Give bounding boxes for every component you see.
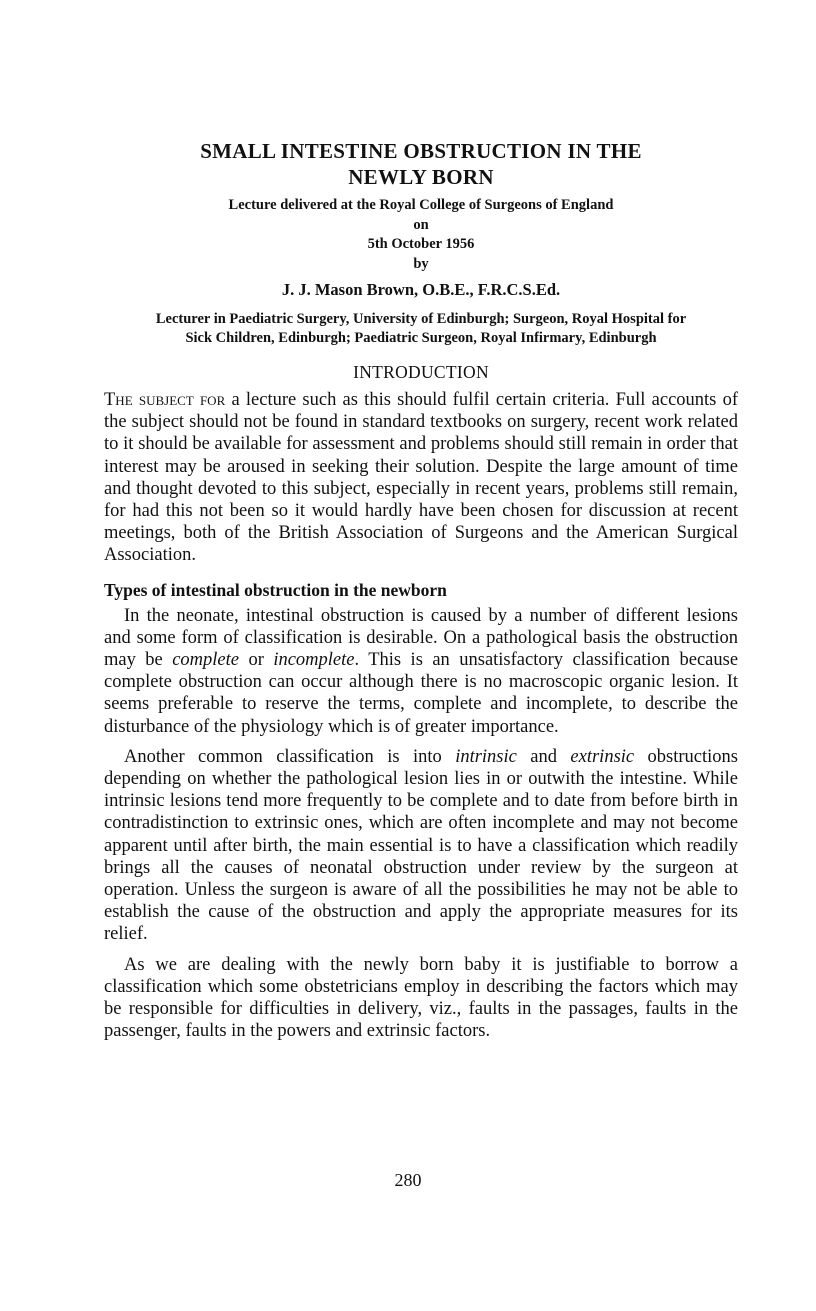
article-title-line-2: NEWLY BORN [348, 165, 494, 189]
para2-emphasis-intrinsic: intrinsic [455, 746, 517, 767]
author-affiliation [104, 310, 738, 347]
affiliation-line-2: Sick Children, Edinburgh; Paediatric Surgeon, Royal Infirmary, Edinburgh [185, 329, 657, 346]
types-paragraph-1 [104, 605, 738, 738]
lecture-date: 5th October 1956 [367, 236, 475, 252]
para2-text-c: obstructions depending on whether the pathological lesion lies in or outwith the intestine. While intrinsic lesions tend more frequently to be complete and to date from before birth in contradistinction to extrinsic ones, which are often incomplete and may not become apparent until after birth, the main essential is to have a classification which readily brings all the causes of neonatal obstruction under review by the surgeon at operation. Unless the surgeon is aware of all the possibilities he may not be able to establish the cause of the obstruction and apply the appropriate measures for its relief. [104, 746, 738, 945]
lecture-byline [104, 196, 738, 274]
affiliation-line-1: Lecturer in Paediatric Surgery, University of Edinburgh; Surgeon, Royal Hospital for [155, 311, 687, 327]
para1-text-c: . This is an unsatisfactory classification because complete obstruction can occur although there is no macroscopic organic lesion. It seems preferable to reserve the terms, complete and incomplete, to describe the disturbance of the physiology which is of greater importance. [104, 650, 739, 737]
types-section-heading: Types of intestinal obstruction in the newborn [104, 579, 447, 600]
para1-text-a: In the neonate, intestinal obstruction is caused by a number of different lesions and some form of classification is desirable. On a pathological basis the obstruction may be [104, 605, 738, 671]
introduction-paragraph [104, 389, 738, 567]
byline-by: by [413, 255, 429, 272]
para2-emphasis-extrinsic: extrinsic [570, 746, 635, 767]
para1-emphasis-incomplete: incomplete [273, 650, 355, 671]
article-page [104, 138, 738, 1042]
introduction-heading: INTRODUCTION [353, 362, 489, 382]
introduction-text: a lecture such as this should fulfil certain criteria. Full accounts of the subject should not be found in standard textbooks on surgery, recent work related to it should be available for assessment and problems should still remain in order that interest may be aroused in seeking their solution. Despite the large amount of time and thought devoted to this subject, especially in recent years, problems still remain, for had this not been so it would hardly have been chosen for discussion at recent meetings, both of the British Association of Surgeons and the American Surgical Association. [104, 390, 738, 566]
types-paragraph-2 [104, 746, 738, 946]
page-number: 280 [394, 1170, 422, 1190]
article-title-line-1: SMALL INTESTINE OBSTRUCTION IN THE [200, 139, 642, 163]
para1-emphasis-complete: complete [172, 650, 239, 671]
para2-text-b: and [530, 746, 557, 767]
byline-on: on [413, 216, 429, 233]
lecture-venue: Lecture delivered at the Royal College of Surgeons of England [228, 197, 614, 213]
article-title [104, 138, 738, 190]
para1-text-b: or [248, 650, 264, 671]
introduction-lead: The subject for [104, 390, 226, 410]
types-paragraph-3: As we are dealing with the newly born baby it is justifiable to borrow a classification which some obstetricians employ in describing the factors which may be responsible for difficulties in delivery, viz., faults in the passages, faults in the passenger, faults in the powers and extrinsic factors. [104, 954, 738, 1042]
author-name: J. J. Mason Brown, O.B.E., F.R.C.S.Ed. [281, 280, 561, 299]
para2-text-a: Another common classification is into [124, 746, 442, 767]
